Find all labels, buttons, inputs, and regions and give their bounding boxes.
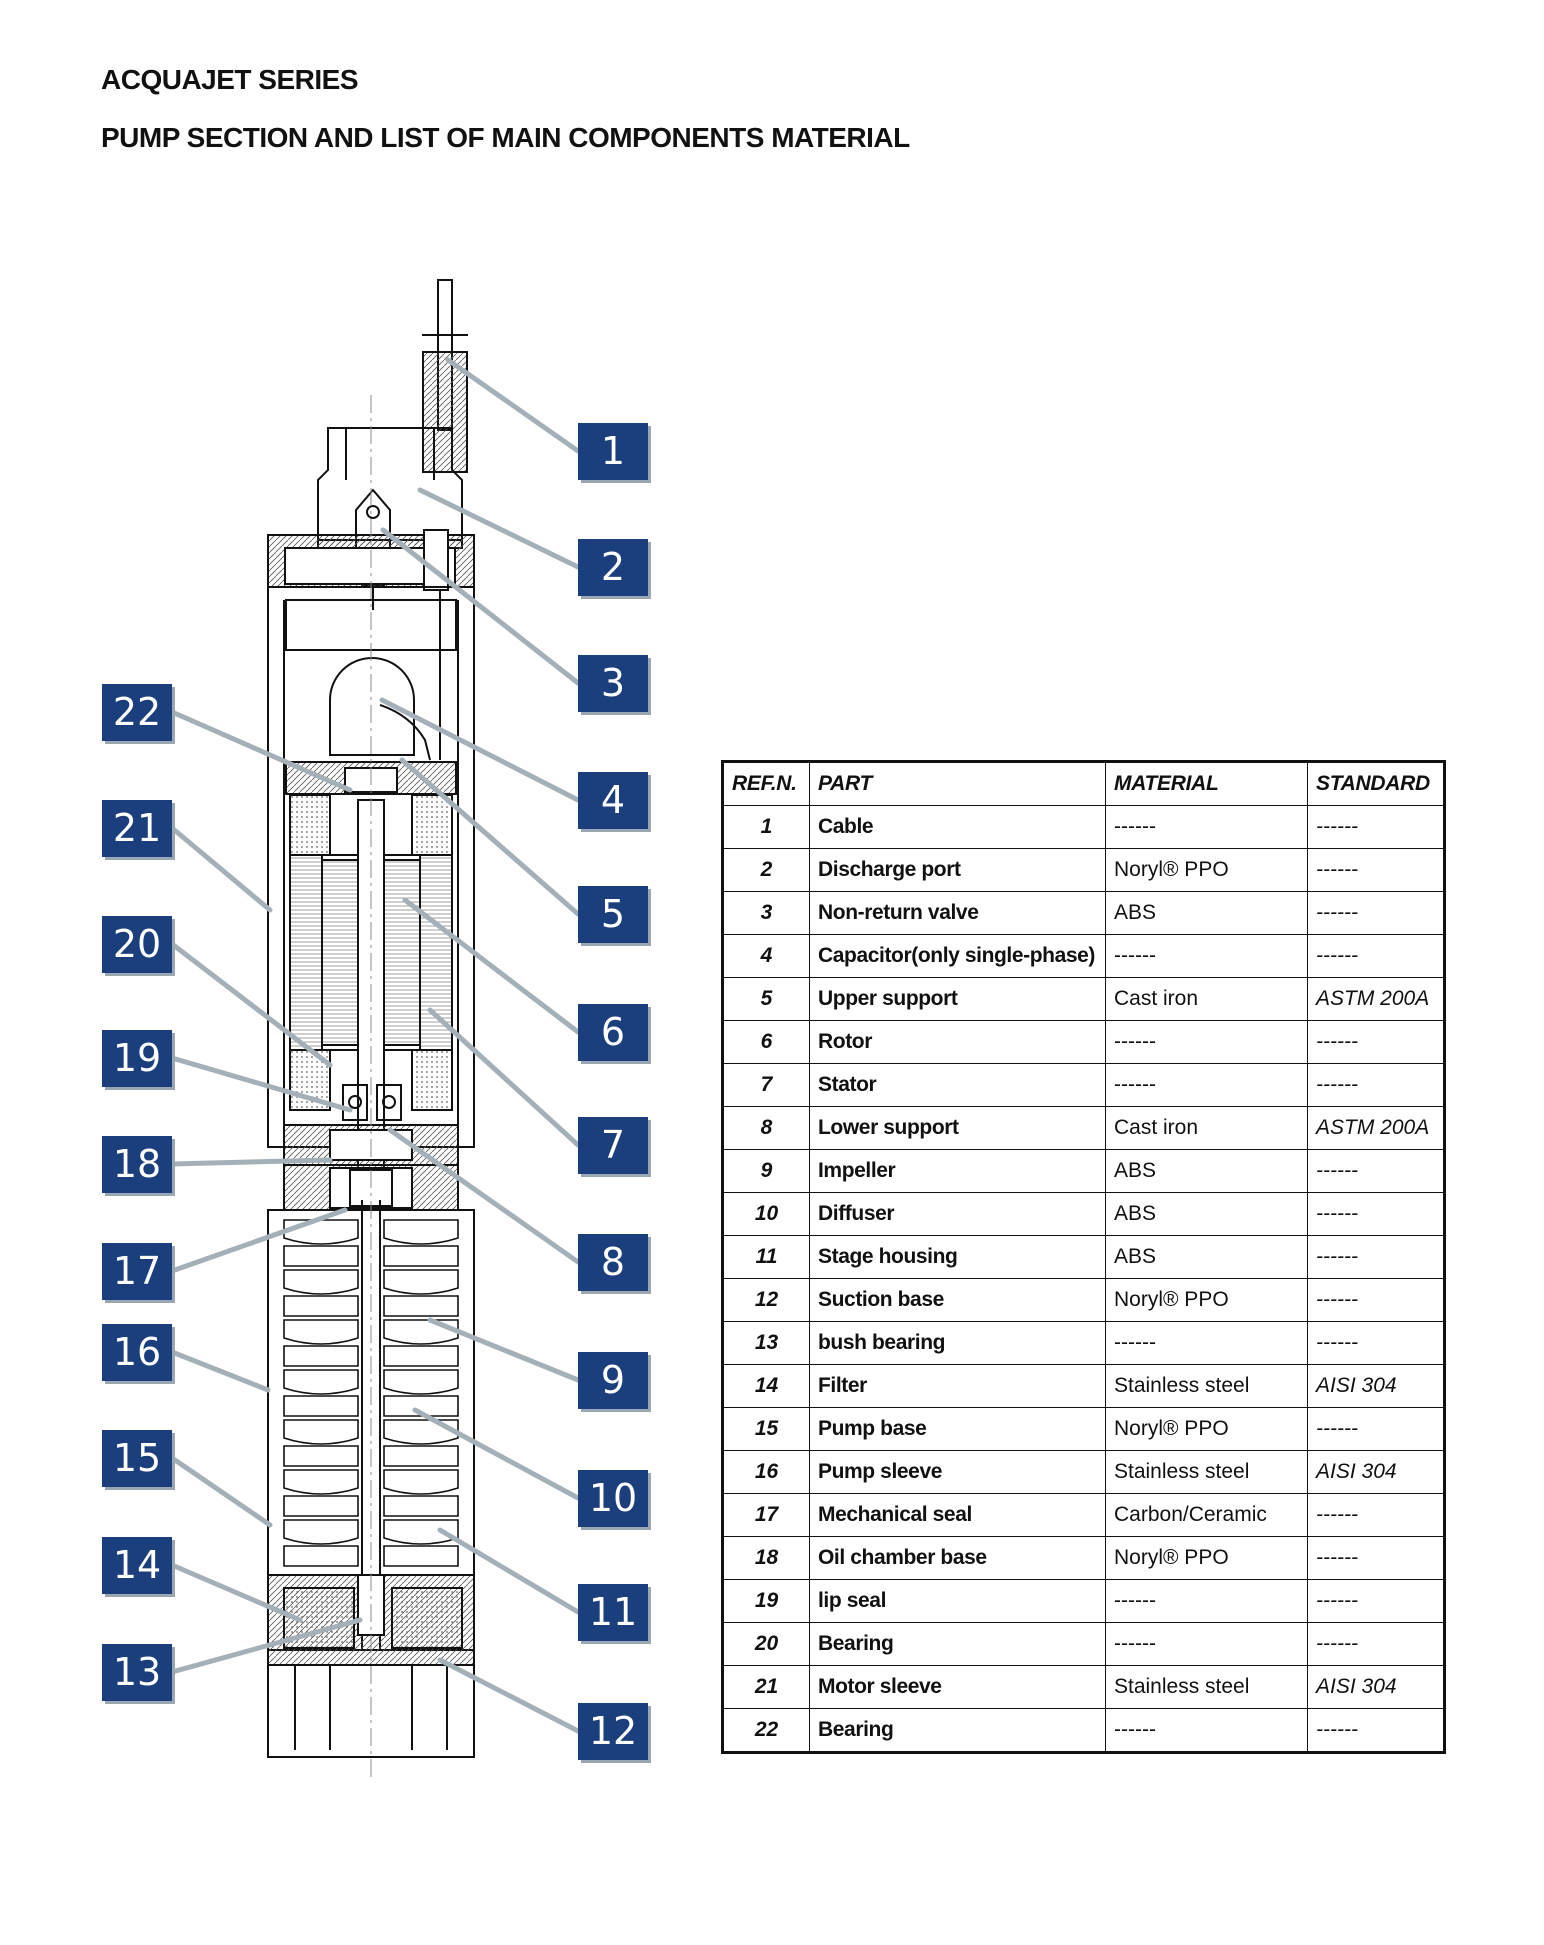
impeller (284, 1220, 358, 1244)
table-row (723, 1666, 1445, 1709)
table-row (723, 1064, 1445, 1107)
diffuser (284, 1546, 358, 1566)
table-row (723, 1322, 1445, 1365)
cell-ref: 22 (723, 1709, 810, 1753)
cell-part: Cable (810, 806, 1106, 849)
leader-17 (172, 1210, 345, 1271)
diffuser (284, 1396, 358, 1416)
table-row (723, 892, 1445, 935)
diffuser (384, 1346, 458, 1366)
cell-ref: 7 (723, 1064, 810, 1107)
callout-10: 10 (578, 1470, 648, 1527)
cell-ref: 10 (723, 1193, 810, 1236)
table-row (723, 1537, 1445, 1580)
impeller (284, 1370, 358, 1394)
callout-22: 22 (102, 684, 172, 741)
cell-part: Oil chamber base (810, 1537, 1106, 1580)
callout-20: 20 (102, 916, 172, 973)
cell-ref: 3 (723, 892, 810, 935)
cell-material: ------ (1106, 806, 1308, 849)
impeller (384, 1220, 458, 1244)
cell-material: Cast iron (1106, 978, 1308, 1021)
cell-material: Stainless steel (1106, 1451, 1308, 1494)
cell-material: ------ (1106, 1021, 1308, 1064)
cell-ref: 20 (723, 1623, 810, 1666)
leader-16 (172, 1352, 268, 1390)
cell-part: Discharge port (810, 849, 1106, 892)
callout-12: 12 (578, 1703, 648, 1760)
cell-ref: 4 (723, 935, 810, 978)
cell-material: ------ (1106, 1709, 1308, 1753)
table-row (723, 1408, 1445, 1451)
cell-standard: ------ (1308, 1580, 1445, 1623)
cell-material: Noryl® PPO (1106, 1408, 1308, 1451)
table-row (723, 1623, 1445, 1666)
cell-part: Bearing (810, 1709, 1106, 1753)
table-row (723, 1193, 1445, 1236)
series-title: ACQUAJET SERIES (101, 64, 358, 95)
table-row (723, 1709, 1445, 1753)
leader-15 (172, 1458, 270, 1525)
impeller (384, 1370, 458, 1394)
cell-ref: 5 (723, 978, 810, 1021)
impeller (284, 1320, 358, 1344)
cell-ref: 19 (723, 1580, 810, 1623)
table-row (723, 1494, 1445, 1537)
section-subtitle: PUMP SECTION AND LIST OF MAIN COMPONENTS MATERIAL (101, 122, 910, 153)
cell-ref: 11 (723, 1236, 810, 1279)
cell-part: Mechanical seal (810, 1494, 1106, 1537)
table-row (723, 1580, 1445, 1623)
cell-standard: ------ (1308, 806, 1445, 849)
table-row (723, 1279, 1445, 1322)
cell-material: ABS (1106, 892, 1308, 935)
cell-ref: 16 (723, 1451, 810, 1494)
leader-9 (430, 1320, 578, 1380)
cell-standard: ------ (1308, 1064, 1445, 1107)
cell-ref: 14 (723, 1365, 810, 1408)
cell-part: Bearing (810, 1623, 1106, 1666)
cell-ref: 2 (723, 849, 810, 892)
cell-standard: ------ (1308, 1322, 1445, 1365)
callout-19: 19 (102, 1030, 172, 1087)
cell-material: ABS (1106, 1150, 1308, 1193)
cell-ref: 17 (723, 1494, 810, 1537)
cell-part: Pump base (810, 1408, 1106, 1451)
cell-material: ------ (1106, 1322, 1308, 1365)
cell-standard: ------ (1308, 1021, 1445, 1064)
header-material: MATERIAL (1106, 762, 1308, 806)
cell-standard: ------ (1308, 849, 1445, 892)
impeller (384, 1320, 458, 1344)
header-ref: REF.N. (723, 762, 810, 806)
table-row (723, 1150, 1445, 1193)
cell-standard: ------ (1308, 1494, 1445, 1537)
cell-standard: ASTM 200A (1308, 1107, 1445, 1150)
cell-material: ABS (1106, 1236, 1308, 1279)
cell-part: Upper support (810, 978, 1106, 1021)
impeller (284, 1470, 358, 1494)
table-row (723, 1451, 1445, 1494)
cell-standard: ------ (1308, 1193, 1445, 1236)
callout-7: 7 (578, 1117, 648, 1174)
cell-standard: AISI 304 (1308, 1365, 1445, 1408)
callout-18: 18 (102, 1136, 172, 1193)
table-row (723, 806, 1445, 849)
cell-standard: ------ (1308, 1537, 1445, 1580)
cell-material: Noryl® PPO (1106, 849, 1308, 892)
diffuser (384, 1246, 458, 1266)
cell-standard: ------ (1308, 1623, 1445, 1666)
impeller (284, 1520, 358, 1544)
cell-ref: 21 (723, 1666, 810, 1709)
leader-22 (172, 712, 350, 790)
cell-part: Pump sleeve (810, 1451, 1106, 1494)
cell-standard: ------ (1308, 1236, 1445, 1279)
cell-ref: 1 (723, 806, 810, 849)
cell-standard: AISI 304 (1308, 1666, 1445, 1709)
cell-material: Noryl® PPO (1106, 1279, 1308, 1322)
cell-part: bush bearing (810, 1322, 1106, 1365)
diffuser (284, 1496, 358, 1516)
cell-ref: 13 (723, 1322, 810, 1365)
cell-material: ------ (1106, 1623, 1308, 1666)
cell-ref: 8 (723, 1107, 810, 1150)
cell-standard: ------ (1308, 1408, 1445, 1451)
table-row (723, 849, 1445, 892)
callout-1: 1 (578, 423, 648, 480)
cell-part: Motor sleeve (810, 1666, 1106, 1709)
impeller (384, 1270, 458, 1294)
cell-material: Stainless steel (1106, 1666, 1308, 1709)
leader-21 (172, 828, 270, 910)
table-row (723, 978, 1445, 1021)
callout-11: 11 (578, 1584, 648, 1641)
callout-2: 2 (578, 539, 648, 596)
cell-part: Capacitor(only single-phase) (810, 935, 1106, 978)
impeller (384, 1470, 458, 1494)
cell-ref: 6 (723, 1021, 810, 1064)
cell-part: Filter (810, 1365, 1106, 1408)
leader-10 (415, 1410, 578, 1498)
diffuser (384, 1296, 458, 1316)
parts-table (721, 760, 1446, 1754)
table-row (723, 1021, 1445, 1064)
callout-13: 13 (102, 1644, 172, 1701)
header-standard: STANDARD (1308, 762, 1445, 806)
table-row (723, 1107, 1445, 1150)
callout-4: 4 (578, 772, 648, 829)
cell-standard: ------ (1308, 892, 1445, 935)
cell-ref: 9 (723, 1150, 810, 1193)
cell-part: Suction base (810, 1279, 1106, 1322)
impeller (284, 1420, 358, 1444)
callout-6: 6 (578, 1004, 648, 1061)
callout-15: 15 (102, 1430, 172, 1487)
callout-5: 5 (578, 886, 648, 943)
table-row (723, 1236, 1445, 1279)
callout-9: 9 (578, 1352, 648, 1409)
cell-material: Noryl® PPO (1106, 1537, 1308, 1580)
table-row (723, 935, 1445, 978)
cell-standard: ASTM 200A (1308, 978, 1445, 1021)
diffuser (384, 1446, 458, 1466)
cell-standard: ------ (1308, 1279, 1445, 1322)
cell-part: Stage housing (810, 1236, 1106, 1279)
callout-17: 17 (102, 1243, 172, 1300)
header-part: PART (810, 762, 1106, 806)
cell-standard: AISI 304 (1308, 1451, 1445, 1494)
diffuser (384, 1546, 458, 1566)
cell-standard: ------ (1308, 1709, 1445, 1753)
impeller (284, 1270, 358, 1294)
cell-material: ------ (1106, 1064, 1308, 1107)
diffuser (384, 1496, 458, 1516)
cell-material: Stainless steel (1106, 1365, 1308, 1408)
cell-material: ------ (1106, 1580, 1308, 1623)
cell-standard: ------ (1308, 935, 1445, 978)
callout-16: 16 (102, 1324, 172, 1381)
cell-ref: 12 (723, 1279, 810, 1322)
callout-8: 8 (578, 1234, 648, 1291)
cell-part: Lower support (810, 1107, 1106, 1150)
cell-ref: 15 (723, 1408, 810, 1451)
cell-ref: 18 (723, 1537, 810, 1580)
cell-part: Rotor (810, 1021, 1106, 1064)
diffuser (284, 1446, 358, 1466)
diffuser (284, 1346, 358, 1366)
table-header-row (723, 762, 1445, 806)
leader-12 (440, 1660, 578, 1731)
cell-part: lip seal (810, 1580, 1106, 1623)
cell-part: Diffuser (810, 1193, 1106, 1236)
cell-standard: ------ (1308, 1150, 1445, 1193)
callout-21: 21 (102, 800, 172, 857)
cell-part: Non-return valve (810, 892, 1106, 935)
diffuser (284, 1296, 358, 1316)
callout-14: 14 (102, 1537, 172, 1594)
impeller (384, 1420, 458, 1444)
diffuser (284, 1246, 358, 1266)
table-row (723, 1365, 1445, 1408)
cell-material: ABS (1106, 1193, 1308, 1236)
cell-material: ------ (1106, 935, 1308, 978)
callout-3: 3 (578, 655, 648, 712)
cell-material: Cast iron (1106, 1107, 1308, 1150)
cell-material: Carbon/Ceramic (1106, 1494, 1308, 1537)
cell-part: Stator (810, 1064, 1106, 1107)
cell-part: Impeller (810, 1150, 1106, 1193)
